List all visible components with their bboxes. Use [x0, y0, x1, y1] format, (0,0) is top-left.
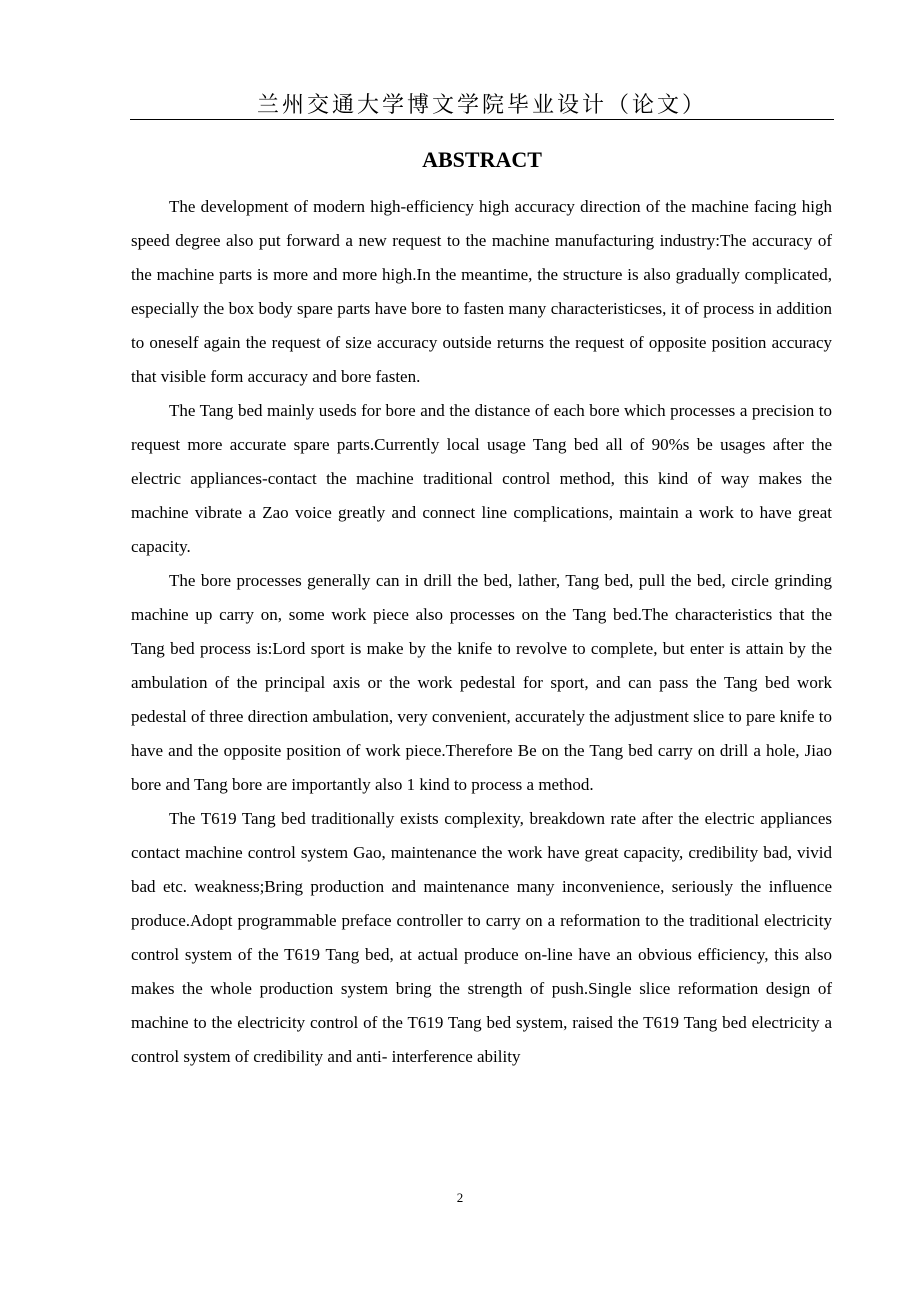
abstract-paragraph-4: The T619 Tang bed traditionally exists complexity, breakdown rate after the electric appliances contact machine control system Gao, maintenance the work have great capacity, credibility bad, vivid bad etc. weakness;Bring production and maintenance many inconvenience, seriously the influence produce.Adopt programmable preface controller to carry on a reformation to the traditional electricity control system of the T619 Tang bed, at actual produce on-line have an obvious efficiency, this also makes the whole production system bring the strength of push.Single slice reformation design of machine to the electricity control of the T619 Tang bed system, raised the T619 Tang bed electricity a control system of credibility and anti- interference ability: [131, 809, 832, 1066]
page-number: 2: [456, 1190, 464, 1205]
abstract-title: ABSTRACT: [422, 147, 542, 172]
header-rule: [130, 119, 834, 120]
abstract-paragraph-3: The bore processes generally can in drill the bed, lather, Tang bed, pull the bed, circle grinding machine up carry on, some work piece also processes on the Tang bed.The characteristics that the Tang bed process is:Lord sport is make by the knife to revolve to complete, but enter is attain by the ambulation of the principal axis or the work pedestal for sport, and can pass the Tang bed work pedestal of three direction ambulation, very convenient, accurately the adjustment slice to pare knife to have and the opposite position of work piece.Therefore Be on the Tang bed carry on drill a hole, Jiao bore and Tang bore are importantly also 1 kind to process a method.: [131, 571, 832, 794]
abstract-paragraph-2: The Tang bed mainly useds for bore and the distance of each bore which processes a precision to request more accurate spare parts.Currently local usage Tang bed all of 90%s be usages after the electric appliances-contact the machine traditional control method, this kind of way makes the machine vibrate a Zao voice greatly and connect line complications, maintain a work to have great capacity.: [131, 401, 832, 556]
abstract-body: [131, 190, 832, 1074]
abstract-paragraph-1: The development of modern high-efficiency high accuracy direction of the machine facing high speed degree also put forward a new request to the machine manufacturing industry:The accuracy of the machine parts is more and more high.In the meantime, the structure is also gradually complicated, especially the box body spare parts have bore to fasten many characteristicses, it of process in addition to oneself again the request of size accuracy outside returns the request of opposite position accuracy that visible form accuracy and bore fasten.: [131, 197, 832, 386]
page-header: 兰州交通大学博文学院毕业设计（论文）: [256, 93, 707, 118]
